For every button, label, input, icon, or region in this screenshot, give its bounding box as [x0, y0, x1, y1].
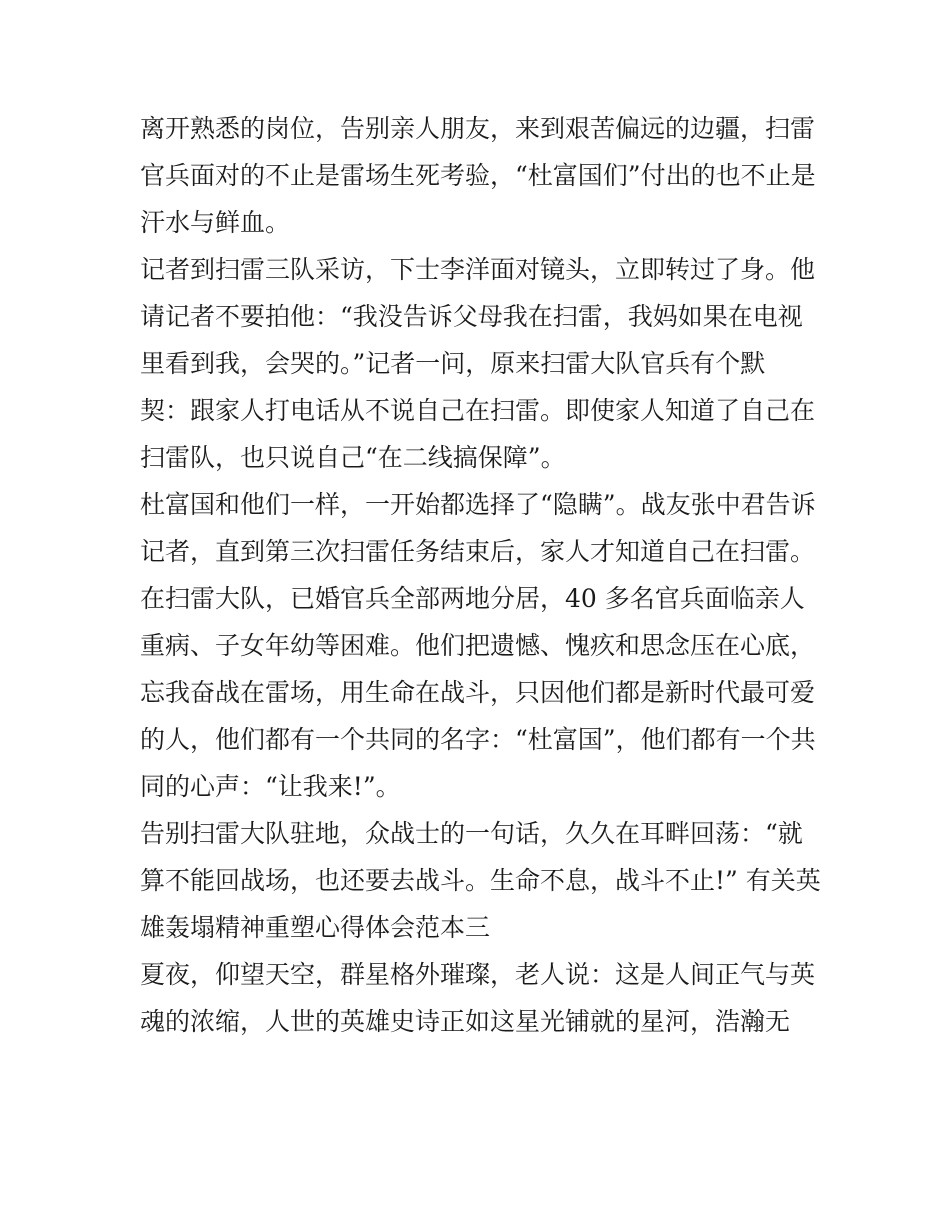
text-line: 雄轰塌精神重塑心得体会范本三 [140, 913, 491, 942]
text-line: 官兵面对的不止是雷场生死考验，“杜富国们”付出的也不止是 [140, 161, 816, 190]
text-line: 告别扫雷大队驻地，众战士的一句话，久久在耳畔回荡：“就 [140, 819, 803, 848]
text-line: 重病、子女年幼等困难。他们把遗憾、愧疚和思念压在心底， [140, 631, 816, 660]
text-line: 记者到扫雷三队采访，下士李洋面对镜头，立即转过了身。他 [140, 255, 816, 284]
text-line: 里看到我，会哭的。”记者一问，原来扫雷大队官兵有个默 [140, 349, 766, 378]
text-line: 同的心声：“让我来!”。 [140, 772, 401, 801]
text-line: 忘我奋战在雷场，用生命在战斗，只因他们都是新时代最可爱 [140, 678, 816, 707]
text-line: 契：跟家人打电话从不说自己在扫雷。即使家人知道了自己在 [140, 396, 816, 425]
text-line: 的人，他们都有一个共同的名字：“杜富国”，他们都有一个共 [140, 725, 816, 754]
document-body [140, 105, 830, 1045]
text-line: 算不能回战场，也还要去战斗。生命不息，战斗不止!” 有关英 [140, 866, 821, 895]
text-line: 在扫雷大队，已婚官兵全部两地分居，40 多名官兵面临亲人 [140, 584, 805, 613]
text-line: 请记者不要拍他：“我没告诉父母我在扫雷，我妈如果在电视 [140, 302, 803, 331]
text-line: 记者，直到第三次扫雷任务结束后，家人才知道自己在扫雷。 [140, 537, 816, 566]
text-line: 杜富国和他们一样，一开始都选择了“隐瞒”。战友张中君告诉 [140, 490, 816, 519]
text-line: 夏夜，仰望天空，群星格外璀璨，老人说：这是人间正气与英 [140, 960, 816, 989]
text-line: 魂的浓缩，人世的英雄史诗正如这星光铺就的星河，浩瀚无 [140, 1007, 791, 1036]
text-line: 汗水与鲜血。 [140, 208, 291, 237]
text-line: 扫雷队，也只说自己“在二线搞保障”。 [140, 443, 566, 472]
text-line: 离开熟悉的岗位，告别亲人朋友，来到艰苦偏远的边疆，扫雷 [140, 114, 816, 143]
